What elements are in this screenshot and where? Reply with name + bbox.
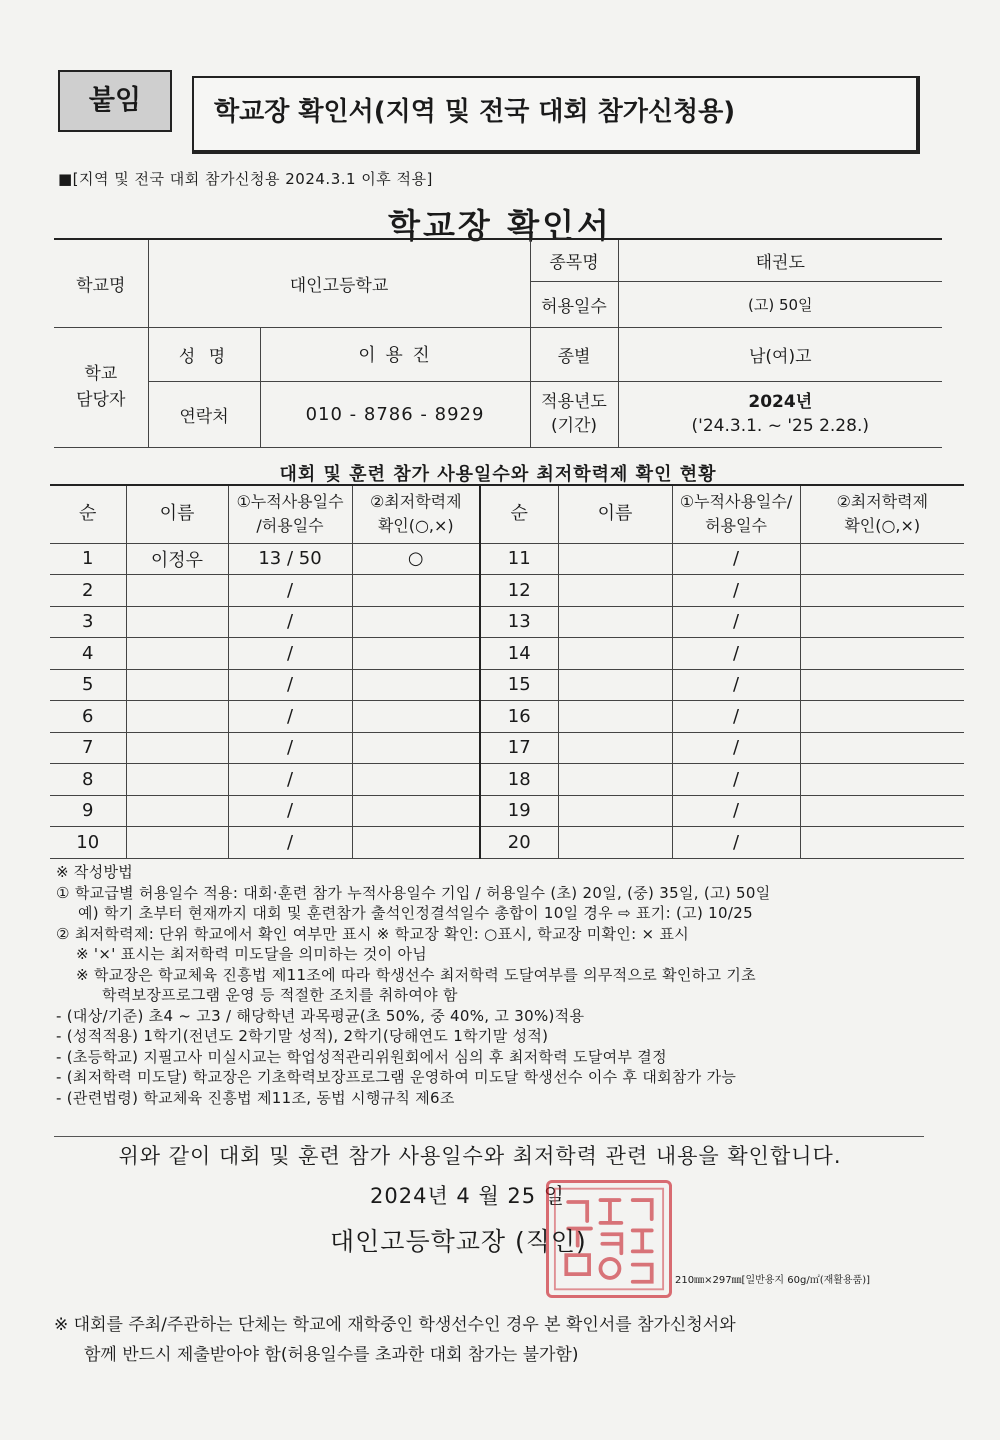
row-days: 13 / 50 xyxy=(228,543,352,575)
table-row xyxy=(50,669,964,701)
row-name-right xyxy=(558,543,672,575)
col-no-header: 순 xyxy=(50,485,126,543)
period-value: ('24.3.1. ~ '25 2.28.) xyxy=(691,416,869,436)
allowed-days-value: (고) 50일 xyxy=(618,281,942,327)
row-academic-right xyxy=(800,764,964,796)
school-info-table xyxy=(54,238,942,448)
year-cell xyxy=(618,381,942,447)
page-title: 학교장 확인서 xyxy=(388,206,612,245)
row-academic xyxy=(352,575,480,607)
divider xyxy=(54,1136,924,1137)
row-days-right: / xyxy=(672,638,800,670)
row-name-right xyxy=(558,764,672,796)
row-number-right: 16 xyxy=(480,701,558,733)
detail-1: - (대상/기준) 초4 ~ 고3 / 해당학년 과목평균(초 50%, 중 40%, 고 30%)적용 xyxy=(56,1006,585,1025)
row-name xyxy=(126,606,228,638)
row-number: 8 xyxy=(50,764,126,796)
row-days: / xyxy=(228,669,352,701)
row-academic-right xyxy=(800,827,964,859)
row-days: / xyxy=(228,795,352,827)
table-row xyxy=(50,827,964,859)
attachment-tag: 붙임 xyxy=(58,70,172,132)
gender-label: 종별 xyxy=(530,327,618,381)
school-name-label: 학교명 xyxy=(54,239,148,327)
table-row xyxy=(50,606,964,638)
row-number-right: 17 xyxy=(480,732,558,764)
document-heading: 학교장 확인서(지역 및 전국 대회 참가신청용) xyxy=(192,76,920,154)
row-days-right: / xyxy=(672,764,800,796)
table-row xyxy=(50,732,964,764)
row-days-right: / xyxy=(672,827,800,859)
row-name xyxy=(126,669,228,701)
row-days-right: / xyxy=(672,543,800,575)
detail-4: - (최저학력 미도달) 학교장은 기초학력보장프로그램 운영하여 미도달 학생선수 이수 후 대회참가 가능 xyxy=(56,1068,737,1086)
row-number-right: 15 xyxy=(480,669,558,701)
row-days-right: / xyxy=(672,701,800,733)
row-name-right xyxy=(558,701,672,733)
participation-table xyxy=(50,484,964,859)
row-number-right: 11 xyxy=(480,543,558,575)
row-academic xyxy=(352,764,480,796)
school-name-value: 대인고등학교 xyxy=(148,239,530,327)
row-name-right xyxy=(558,606,672,638)
note-2-c: 학력보장프로그램 운영 등 적절한 조치를 취하여야 함 xyxy=(102,986,458,1004)
row-academic-right xyxy=(800,575,964,607)
row-name xyxy=(126,827,228,859)
principal-signature: 대인고등학교장 (직인) xyxy=(330,1227,587,1256)
row-academic-right xyxy=(800,543,964,575)
row-number: 2 xyxy=(50,575,126,607)
year-label: 적용년도 (기간) xyxy=(530,381,618,447)
row-academic: ○ xyxy=(352,543,480,575)
row-name-right xyxy=(558,669,672,701)
row-days: / xyxy=(228,638,352,670)
footer-line-1: ※ 대회를 주최/주관하는 단체는 학교에 재학중인 학생선수인 경우 본 확인서를 참가신청서와 xyxy=(54,1315,736,1335)
col-name-header: 이름 xyxy=(126,485,228,543)
row-academic xyxy=(352,827,480,859)
row-academic xyxy=(352,701,480,733)
col-name-header-right: 이름 xyxy=(558,485,672,543)
row-number: 10 xyxy=(50,827,126,859)
row-number-right: 18 xyxy=(480,764,558,796)
row-number-right: 14 xyxy=(480,638,558,670)
applicability-note: ■[지역 및 전국 대회 참가신청용 2024.3.1 이후 적용] xyxy=(58,170,433,188)
table-row xyxy=(50,795,964,827)
issue-date: 2024년 4 월 25 일 xyxy=(370,1184,566,1208)
row-number-right: 13 xyxy=(480,606,558,638)
row-number: 9 xyxy=(50,795,126,827)
row-name xyxy=(126,795,228,827)
table-row xyxy=(50,638,964,670)
row-academic xyxy=(352,732,480,764)
row-days: / xyxy=(228,606,352,638)
table-row xyxy=(50,701,964,733)
confirmation-statement: 위와 같이 대회 및 훈련 참가 사용일수와 최저학력 관련 내용을 확인합니다. xyxy=(118,1144,842,1168)
col-days-header: ①누적사용일수 /허용일수 xyxy=(228,485,352,543)
row-name xyxy=(126,638,228,670)
note-1-example: 예) 학기 초부터 현재까지 대회 및 훈련참가 출석인정결석일수 총합이 10일 경우 ⇨ 표기: (고) 10/25 xyxy=(78,904,753,922)
row-academic-right xyxy=(800,606,964,638)
table-row xyxy=(50,764,964,796)
row-number: 6 xyxy=(50,701,126,733)
note-2-b: ※ 학교장은 학교체육 진흥법 제11조에 따라 학생선수 최저학력 도달여부를 의무적으로 확인하고 기초 xyxy=(76,965,756,984)
row-name xyxy=(126,764,228,796)
row-days-right: / xyxy=(672,669,800,701)
col-no-header-right: 순 xyxy=(480,485,558,543)
row-academic xyxy=(352,606,480,638)
row-days: / xyxy=(228,575,352,607)
row-academic xyxy=(352,669,480,701)
row-number-right: 20 xyxy=(480,827,558,859)
row-days: / xyxy=(228,701,352,733)
col-acad-header-right: ②최저학력제 확인(○,×) xyxy=(800,485,964,543)
allowed-days-label: 허용일수 xyxy=(530,281,618,327)
paper-spec: 210㎜×297㎜[일반용지 60g/㎡(재활용품)] xyxy=(675,1275,871,1286)
event-label: 종목명 xyxy=(530,239,618,281)
notes-heading: ※ 작성방법 xyxy=(56,863,134,881)
row-number-right: 12 xyxy=(480,575,558,607)
row-academic-right xyxy=(800,669,964,701)
row-number: 3 xyxy=(50,606,126,638)
row-name xyxy=(126,732,228,764)
row-number: 1 xyxy=(50,543,126,575)
contact-label: 연락처 xyxy=(148,381,260,447)
detail-2: - (성적적용) 1학기(전년도 2학기말 성적), 2학기(당해연도 1학기말 성적) xyxy=(56,1027,549,1045)
row-number-right: 19 xyxy=(480,795,558,827)
row-academic-right xyxy=(800,638,964,670)
row-number: 5 xyxy=(50,669,126,701)
manager-name-label: 성 명 xyxy=(148,327,260,381)
col-days-header-right: ①누적사용일수/ 허용일수 xyxy=(672,485,800,543)
row-days: / xyxy=(228,732,352,764)
note-1: ① 학교급별 허용일수 적용: 대회·훈련 참가 누적사용일수 기입 / 허용일수 (초) 20일, (중) 35일, (고) 50일 xyxy=(56,883,771,902)
row-academic xyxy=(352,638,480,670)
instructions xyxy=(56,862,946,1108)
row-days: / xyxy=(228,764,352,796)
manager-name-value: 이 용 진 xyxy=(260,327,530,381)
row-days-right: / xyxy=(672,732,800,764)
row-name-right xyxy=(558,795,672,827)
detail-3: - (초등학교) 지필고사 미실시교는 학업성적관리위원회에서 심의 후 최저학력 도달여부 결정 xyxy=(56,1047,667,1066)
note-2-a: ※ '×' 표시는 최저학력 미도달을 의미하는 것이 아님 xyxy=(76,945,428,963)
row-name: 이정우 xyxy=(126,543,228,575)
detail-5: - (관련법령) 학교체육 진흥법 제11조, 동법 시행규칙 제6조 xyxy=(56,1088,455,1107)
row-name-right xyxy=(558,732,672,764)
row-academic-right xyxy=(800,732,964,764)
footer-line-2: 함께 반드시 제출받아야 함(허용일수를 초과한 대회 참가는 불가함) xyxy=(84,1345,579,1365)
row-number: 7 xyxy=(50,732,126,764)
row-name xyxy=(126,701,228,733)
section-title: 대회 및 훈련 참가 사용일수와 최저학력제 확인 현황 xyxy=(279,464,717,485)
contact-value: 010 - 8786 - 8929 xyxy=(260,381,530,447)
row-days-right: / xyxy=(672,795,800,827)
footer-note xyxy=(54,1310,954,1370)
row-number: 4 xyxy=(50,638,126,670)
row-days-right: / xyxy=(672,575,800,607)
row-name xyxy=(126,575,228,607)
row-academic-right xyxy=(800,701,964,733)
note-2: ② 최저학력제: 단위 학교에서 확인 여부만 표시 ※ 학교장 확인: ○표시, 학교장 미확인: × 표시 xyxy=(56,924,690,943)
row-name-right xyxy=(558,575,672,607)
row-academic-right xyxy=(800,795,964,827)
row-academic xyxy=(352,795,480,827)
table-row xyxy=(50,543,964,575)
row-name-right xyxy=(558,827,672,859)
year-value: 2024년 xyxy=(748,392,813,412)
row-name-right xyxy=(558,638,672,670)
row-days-right: / xyxy=(672,606,800,638)
col-acad-header: ②최저학력제 확인(○,×) xyxy=(352,485,480,543)
table-row xyxy=(50,575,964,607)
row-days: / xyxy=(228,827,352,859)
event-value: 태권도 xyxy=(618,239,942,281)
gender-value: 남(여)고 xyxy=(618,327,942,381)
manager-label: 학교 담당자 xyxy=(54,327,148,447)
